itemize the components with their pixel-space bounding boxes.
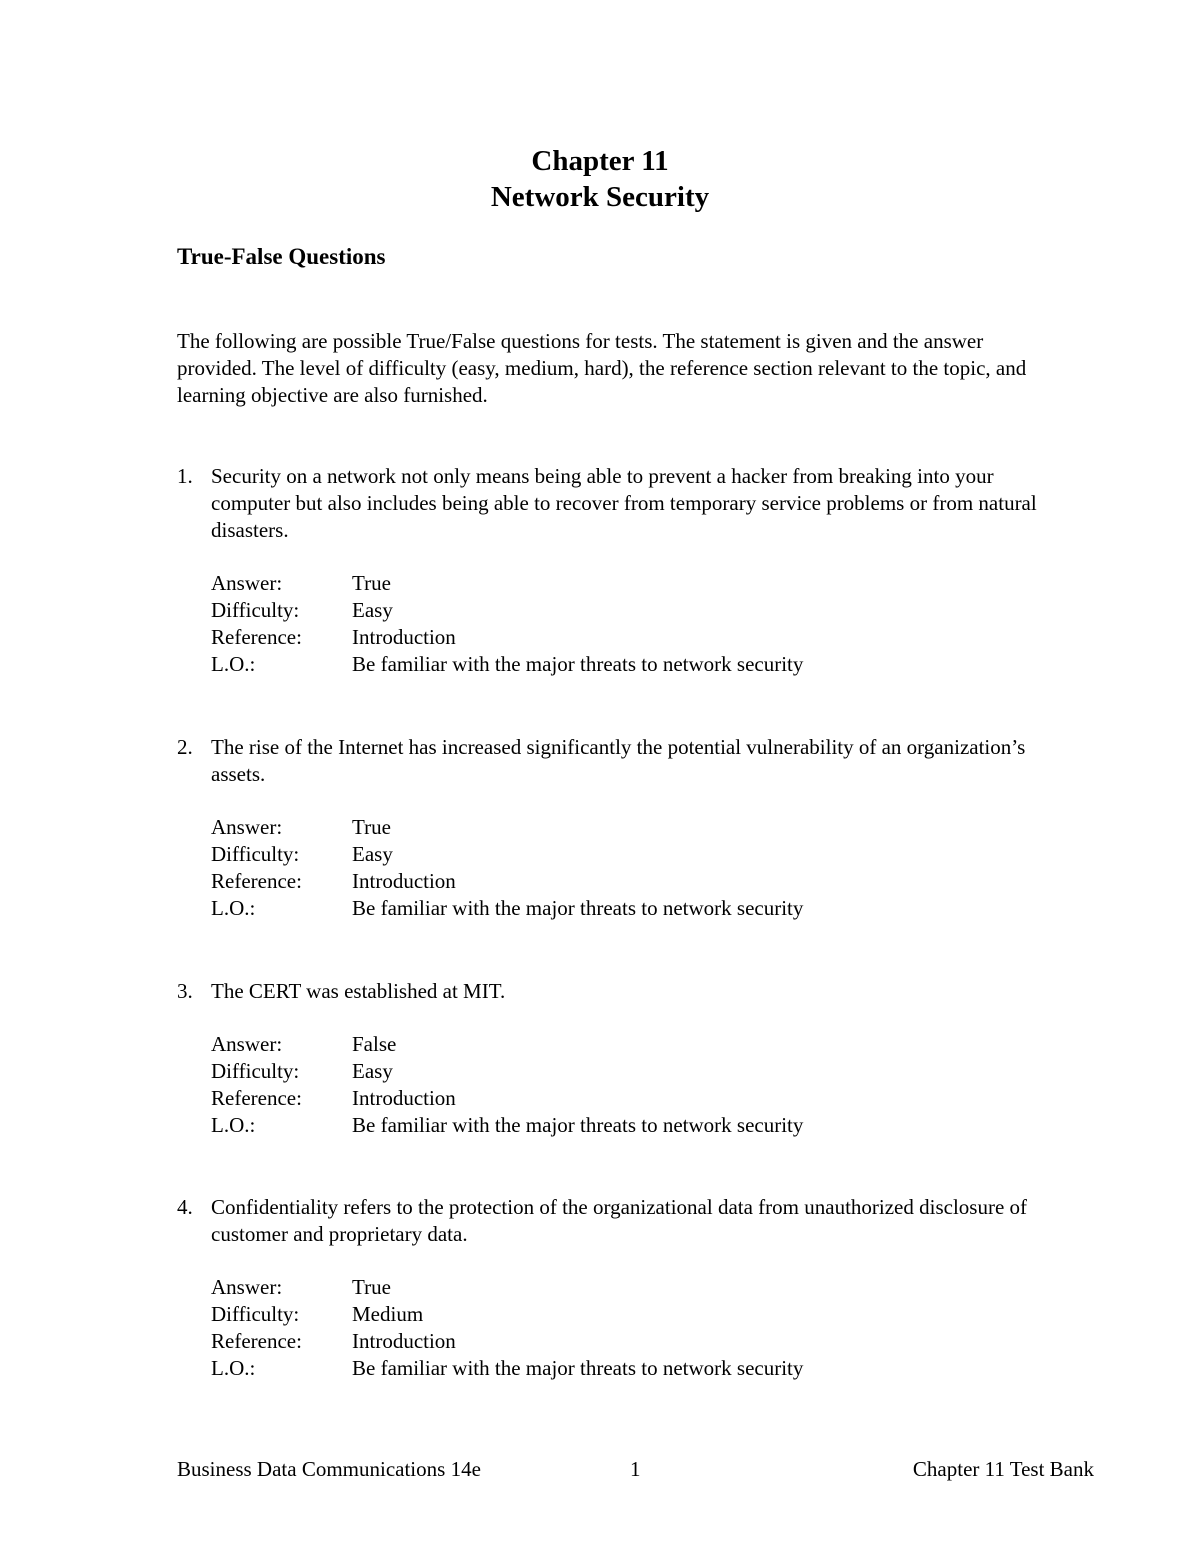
reference-value: Introduction (352, 625, 456, 649)
lo-label: L.O.: (211, 1113, 256, 1137)
question-item (177, 734, 1037, 922)
question-text: The CERT was established at MIT. (211, 979, 506, 1003)
lo-value: Be familiar with the major threats to network security (352, 1356, 804, 1380)
question-text: Security on a network not only means being able to prevent a hacker from breaking into your computer but also includes being able to recover from temporary service problems or from natural disasters. (211, 464, 1037, 542)
difficulty-value: Easy (352, 842, 393, 866)
question-number: 4. (177, 1195, 193, 1219)
answer-row (211, 570, 1037, 597)
reference-row (211, 868, 1037, 895)
difficulty-row (211, 597, 1037, 624)
answer-value: True (352, 815, 391, 839)
difficulty-label: Difficulty: (211, 598, 300, 622)
answer-label: Answer: (211, 815, 283, 839)
reference-row (211, 1328, 1037, 1355)
question-stem (177, 463, 1037, 544)
question-item (177, 463, 1037, 678)
question-item (177, 978, 1037, 1139)
difficulty-label: Difficulty: (211, 842, 300, 866)
footer-chapter-label: Chapter 11 Test Bank (912, 1457, 1094, 1481)
lo-row (211, 1355, 1037, 1382)
difficulty-label: Difficulty: (211, 1059, 300, 1083)
lo-value: Be familiar with the major threats to network security (352, 1113, 804, 1137)
question-meta (177, 1274, 1037, 1382)
reference-label: Reference: (211, 1329, 302, 1353)
answer-label: Answer: (211, 1032, 283, 1056)
question-stem (177, 1194, 1037, 1248)
difficulty-row (211, 841, 1037, 868)
difficulty-value: Easy (352, 598, 393, 622)
question-text: Confidentiality refers to the protection of the organizational data from unauthorized disclosure of customer and proprietary data. (211, 1195, 1028, 1246)
difficulty-value: Medium (352, 1302, 424, 1326)
question-number: 3. (177, 979, 193, 1003)
reference-value: Introduction (352, 1086, 456, 1110)
answer-row (211, 814, 1037, 841)
answer-label: Answer: (211, 571, 283, 595)
difficulty-row (211, 1058, 1037, 1085)
reference-row (211, 624, 1037, 651)
question-item (177, 1194, 1037, 1382)
question-meta (177, 814, 1037, 922)
question-number: 2. (177, 735, 193, 759)
question-meta (177, 1031, 1037, 1139)
lo-row (211, 651, 1037, 678)
reference-label: Reference: (211, 869, 302, 893)
answer-label: Answer: (211, 1275, 283, 1299)
lo-label: L.O.: (211, 652, 256, 676)
reference-value: Introduction (352, 869, 456, 893)
footer-page-number: 1 (630, 1457, 641, 1481)
question-number: 1. (177, 464, 193, 488)
section-heading: True-False Questions (177, 244, 386, 269)
lo-label: L.O.: (211, 896, 256, 920)
difficulty-label: Difficulty: (211, 1302, 300, 1326)
difficulty-row (211, 1301, 1037, 1328)
difficulty-value: Easy (352, 1059, 393, 1083)
answer-row (211, 1274, 1037, 1301)
lo-label: L.O.: (211, 1356, 256, 1380)
lo-row (211, 1112, 1037, 1139)
lo-row (211, 895, 1037, 922)
question-meta (177, 570, 1037, 678)
answer-row (211, 1031, 1037, 1058)
reference-label: Reference: (211, 625, 302, 649)
question-stem (177, 734, 1037, 788)
reference-label: Reference: (211, 1086, 302, 1110)
question-stem (177, 978, 1037, 1005)
chapter-title: Network Security (490, 181, 710, 213)
lo-value: Be familiar with the major threats to network security (352, 896, 804, 920)
chapter-number: Chapter 11 (531, 145, 669, 177)
intro-paragraph: The following are possible True/False questions for tests. The statement is given and the answer provided. The level of difficulty (easy, medium, hard), the reference section relevant to the topic, and learning objective are also furnished. (177, 329, 1027, 407)
answer-value: True (352, 1275, 391, 1299)
footer-book-title: Business Data Communications 14e (177, 1457, 481, 1481)
answer-value: False (352, 1032, 397, 1056)
answer-value: True (352, 571, 391, 595)
reference-row (211, 1085, 1037, 1112)
question-text: The rise of the Internet has increased significantly the potential vulnerability of an organization’s assets. (211, 735, 1026, 786)
reference-value: Introduction (352, 1329, 456, 1353)
lo-value: Be familiar with the major threats to network security (352, 652, 804, 676)
